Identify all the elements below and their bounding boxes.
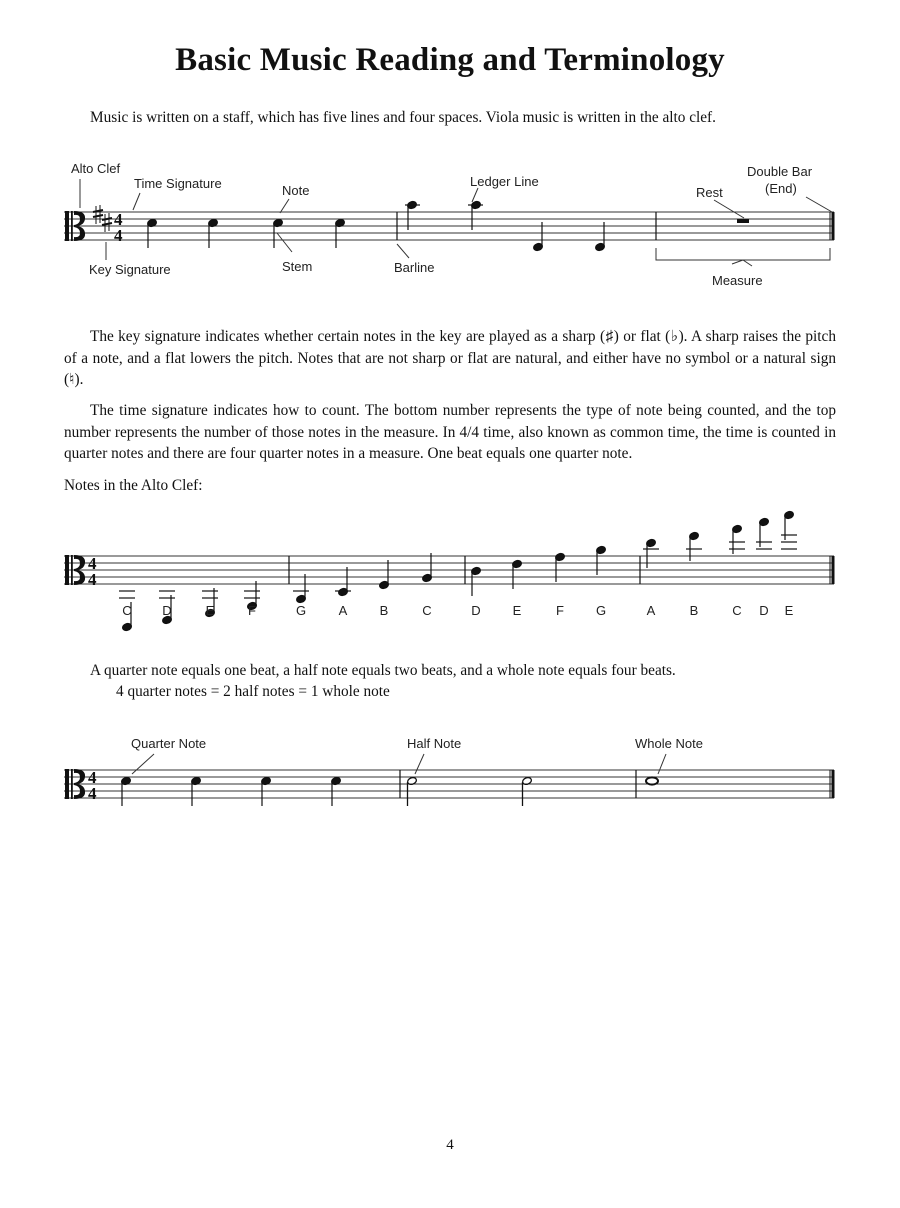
note-name-label: C (732, 603, 742, 618)
staff-lines (64, 212, 834, 240)
label-time-signature: Time Signature (134, 176, 222, 191)
note-name-label: C (422, 603, 432, 618)
diagram-labels (71, 161, 813, 288)
note-name-label: D (162, 603, 172, 618)
svg-text:4: 4 (88, 768, 97, 787)
note-name-label: G (595, 603, 607, 618)
note-name-label: G (295, 603, 307, 618)
note-name-label: E (205, 603, 215, 618)
label-quarter-note: Quarter Note (131, 736, 207, 751)
staff-lines (64, 770, 834, 798)
key-signature-paragraph: The key signature indicates whether certain notes in the key are played as a sharp (♯) or flat (♭). A sharp raises the pitch of a note, and a flat lowers the pitch. Notes that are not sharp or flat are natural, and either have no symbol or a natural sign (♮). (64, 328, 836, 388)
svg-text:4: 4 (114, 210, 123, 229)
double-barline (830, 212, 833, 240)
label-whole-note: Whole Note (635, 736, 703, 751)
note-name-label: B (689, 603, 699, 618)
label-measure: Measure (712, 273, 763, 288)
note-name-labels (122, 603, 793, 618)
note-name-label: B (379, 603, 389, 618)
page-title: Basic Music Reading and Terminology (175, 42, 725, 78)
double-barline (830, 770, 833, 798)
page-number: 4 (446, 1137, 454, 1153)
label-key-signature: Key Signature (89, 262, 171, 277)
label-note: Note (282, 183, 310, 198)
svg-text:4: 4 (88, 784, 97, 803)
note-values-paragraph: A quarter note equals one beat, a half note equals two beats, and a whole note equals four beats. (90, 662, 676, 679)
whole-rest (737, 219, 749, 223)
time-signature-symbol (88, 768, 97, 803)
label-double-bar: Double Bar (747, 164, 813, 179)
svg-text:4: 4 (114, 226, 123, 245)
intro-paragraph: Music is written on a staff, which has five lines and four spaces. Viola music is written in the alto clef. (90, 109, 716, 126)
alto-clef-notes-diagram (0, 520, 900, 630)
time-signature-symbol (114, 210, 123, 245)
staff-lines (64, 556, 834, 584)
svg-text:4: 4 (88, 554, 97, 573)
note-name-label: E (784, 603, 794, 618)
note-value-labels (131, 736, 703, 751)
note-name-label: D (759, 603, 769, 618)
label-double-bar-end: (End) (765, 181, 797, 196)
label-barline: Barline (394, 260, 435, 275)
label-ledger-line: Ledger Line (470, 174, 539, 189)
label-rest: Rest (696, 185, 723, 200)
time-signature-symbol (88, 554, 97, 589)
svg-text:4: 4 (88, 570, 97, 589)
terminology-staff-diagram (0, 150, 900, 300)
note-name-label: E (512, 603, 522, 618)
note-values-equation: 4 quarter notes = 2 half notes = 1 whole note (116, 683, 390, 700)
note-name-label: A (338, 603, 348, 618)
time-signature-paragraph: The time signature indicates how to count. The bottom number represents the type of note being counted, and the top number represents the number of those notes in the measure. In 4/4 time, also known as common time, the time is counted in quarter notes and there are four quarter notes in a measure. One beat equals one quarter note. (64, 402, 836, 462)
note-name-label: C (122, 603, 132, 618)
pointer-lines (132, 754, 666, 774)
label-stem: Stem (282, 259, 313, 274)
note-values-diagram (0, 730, 900, 820)
note-name-label: F (556, 603, 564, 618)
label-alto-clef: Alto Clef (71, 161, 121, 176)
note-name-label: F (248, 603, 256, 618)
note-name-label: D (471, 603, 481, 618)
notes-heading: Notes in the Alto Clef: (64, 477, 203, 494)
label-half-note: Half Note (407, 736, 462, 751)
note-name-label: A (646, 603, 656, 618)
